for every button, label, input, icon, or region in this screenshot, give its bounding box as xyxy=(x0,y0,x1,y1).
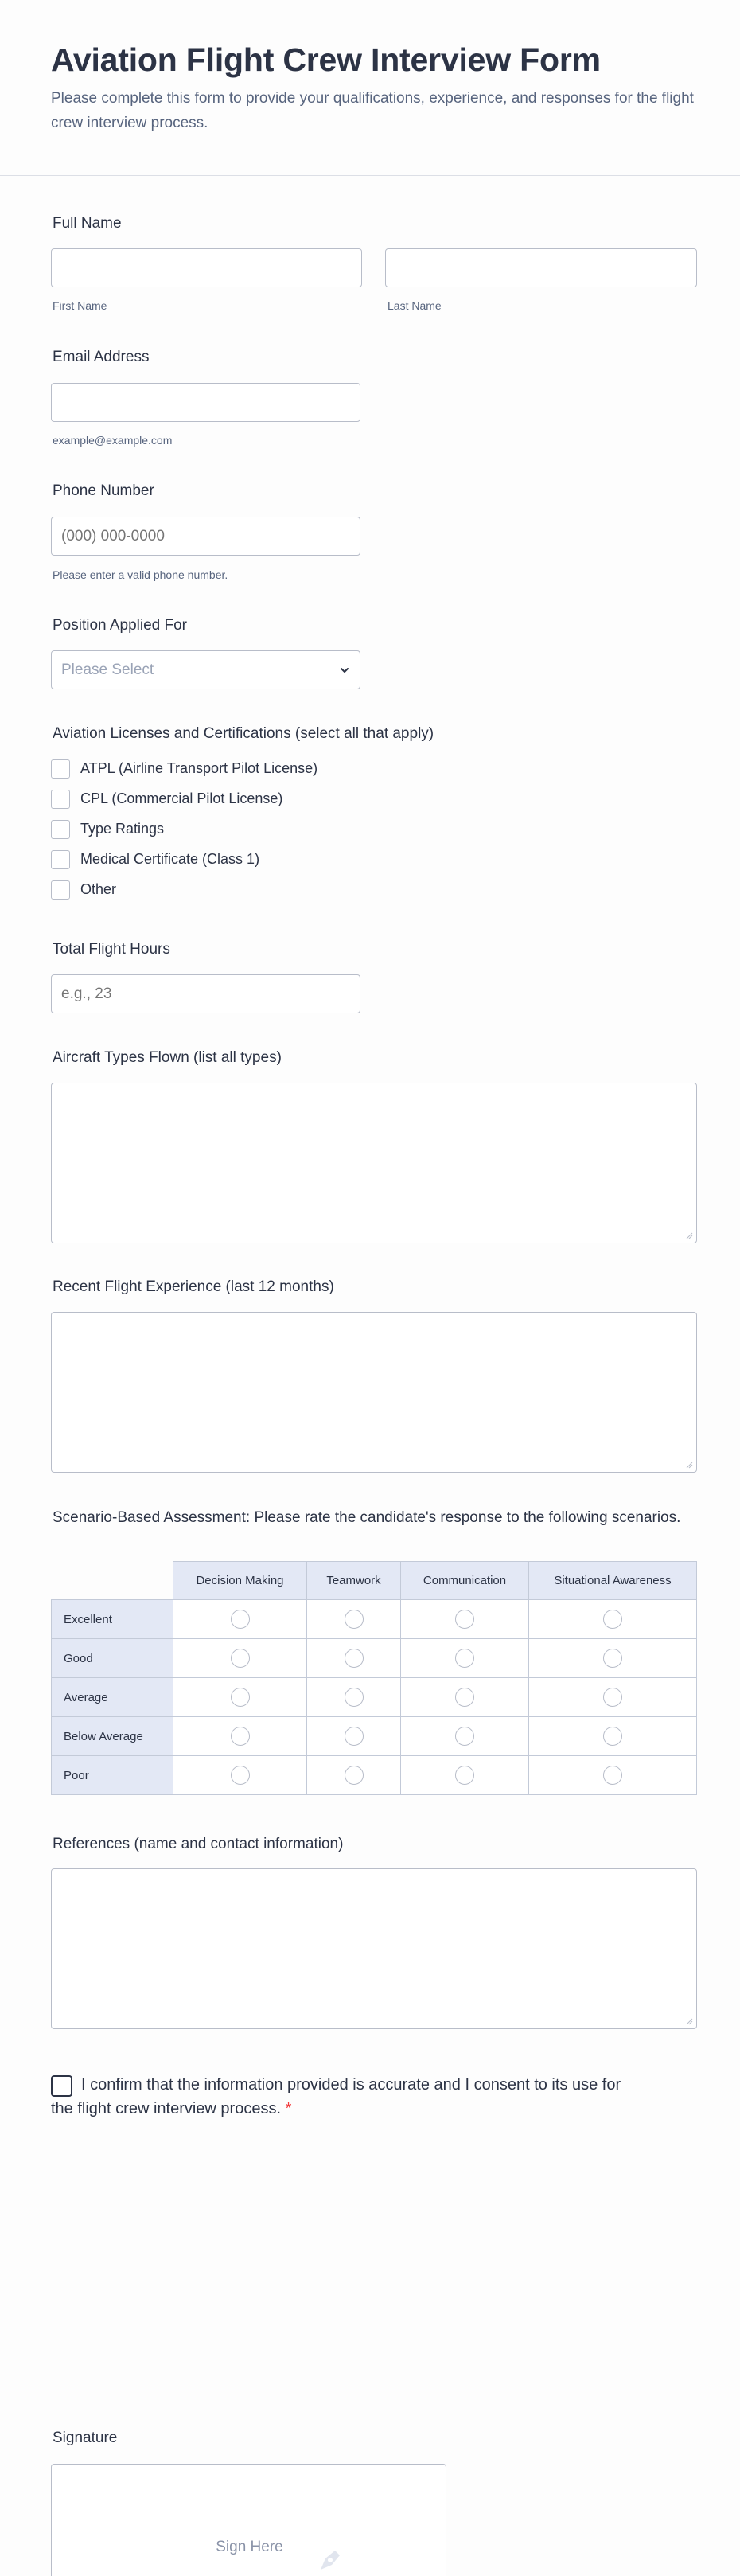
matrix-radio[interactable] xyxy=(231,1766,250,1785)
matrix-row xyxy=(52,1717,697,1756)
matrix-row xyxy=(52,1756,697,1795)
license-option-label: CPL (Commercial Pilot License) xyxy=(80,790,283,806)
matrix-radio[interactable] xyxy=(345,1766,364,1785)
recent-experience-textarea[interactable] xyxy=(51,1312,697,1473)
matrix-row xyxy=(52,1639,697,1678)
matrix-row-header: Excellent xyxy=(52,1600,173,1639)
required-asterisk: * xyxy=(285,2100,292,2117)
license-checkbox-type-ratings[interactable] xyxy=(51,820,70,839)
matrix-radio[interactable] xyxy=(231,1727,250,1746)
license-option-label: ATPL (Airline Transport Pilot License) xyxy=(80,760,318,776)
matrix-row-header: Poor xyxy=(52,1756,173,1795)
email-label: Email Address xyxy=(53,349,150,365)
references-label: References (name and contact information) xyxy=(53,1836,344,1852)
matrix-row-header: Good xyxy=(52,1639,173,1678)
license-option-label: Type Ratings xyxy=(80,821,165,837)
matrix-radio[interactable] xyxy=(345,1649,364,1668)
matrix-radio[interactable] xyxy=(231,1610,250,1629)
signature-label: Signature xyxy=(53,2430,118,2446)
matrix-radio[interactable] xyxy=(603,1766,622,1785)
signature-placeholder: Sign Here xyxy=(216,2539,283,2555)
assessment-matrix xyxy=(51,1561,697,1795)
assessment-label: Scenario-Based Assessment: Please rate the candidate's response to the following scenarios. xyxy=(53,1509,681,1526)
phone-input[interactable] xyxy=(51,517,360,556)
first-name-input[interactable] xyxy=(51,248,362,287)
matrix-radio[interactable] xyxy=(231,1688,250,1707)
matrix-column-header: Decision Making xyxy=(173,1562,307,1600)
position-selected-value: Please Select xyxy=(61,662,154,678)
matrix-radio[interactable] xyxy=(603,1727,622,1746)
matrix-radio[interactable] xyxy=(455,1766,474,1785)
matrix-radio[interactable] xyxy=(455,1727,474,1746)
matrix-radio[interactable] xyxy=(455,1610,474,1629)
flight-hours-label: Total Flight Hours xyxy=(53,941,170,958)
consent-label: I confirm that the information provided is accurate and I consent to its use for the flight crew interview process. xyxy=(51,2076,621,2117)
recent-experience-label: Recent Flight Experience (last 12 months) xyxy=(53,1278,334,1295)
aircraft-types-label: Aircraft Types Flown (list all types) xyxy=(53,1049,282,1066)
license-checkbox-cpl[interactable] xyxy=(51,790,70,809)
matrix-radio[interactable] xyxy=(345,1727,364,1746)
consent-checkbox[interactable] xyxy=(51,2075,72,2097)
form-title: Aviation Flight Crew Interview Form xyxy=(51,41,601,78)
form-description: Please complete this form to provide your qualifications, experience, and responses for the flight crew interview process. xyxy=(51,90,694,131)
license-checkbox-atpl[interactable] xyxy=(51,759,70,779)
license-checkbox-medical[interactable] xyxy=(51,850,70,869)
first-name-sublabel: First Name xyxy=(53,299,107,312)
consent-text xyxy=(51,2073,624,2121)
matrix-radio[interactable] xyxy=(345,1610,364,1629)
matrix-column-header: Communication xyxy=(401,1562,529,1600)
license-option-label: Medical Certificate (Class 1) xyxy=(80,851,260,867)
resize-grip-icon[interactable] xyxy=(685,2017,693,2025)
matrix-column-header: Situational Awareness xyxy=(529,1562,697,1600)
form-header xyxy=(0,0,740,176)
chevron-down-icon xyxy=(339,665,350,676)
licenses-label: Aviation Licenses and Certifications (select all that apply) xyxy=(53,725,434,742)
pen-icon xyxy=(314,2544,346,2576)
signature-scribble-icon xyxy=(155,2560,330,2576)
matrix-row xyxy=(52,1678,697,1717)
last-name-sublabel: Last Name xyxy=(388,299,442,312)
phone-label: Phone Number xyxy=(53,482,154,499)
matrix-radio[interactable] xyxy=(455,1688,474,1707)
aircraft-types-textarea[interactable] xyxy=(51,1083,697,1243)
position-select[interactable] xyxy=(51,650,360,689)
email-input[interactable] xyxy=(51,383,360,422)
full-name-label: Full Name xyxy=(53,215,122,232)
matrix-row xyxy=(52,1600,697,1639)
matrix-corner xyxy=(52,1562,173,1600)
phone-sublabel: Please enter a valid phone number. xyxy=(53,568,228,581)
signature-pad[interactable] xyxy=(51,2464,446,2576)
last-name-input[interactable] xyxy=(385,248,697,287)
matrix-radio[interactable] xyxy=(603,1649,622,1668)
matrix-radio[interactable] xyxy=(345,1688,364,1707)
flight-hours-input[interactable] xyxy=(51,974,360,1013)
resize-grip-icon[interactable] xyxy=(685,1231,693,1239)
license-option-label: Other xyxy=(80,881,117,897)
matrix-row-header: Below Average xyxy=(52,1717,173,1756)
position-label: Position Applied For xyxy=(53,617,187,634)
matrix-radio[interactable] xyxy=(603,1610,622,1629)
email-sublabel: example@example.com xyxy=(53,434,173,447)
matrix-radio[interactable] xyxy=(231,1649,250,1668)
matrix-radio[interactable] xyxy=(603,1688,622,1707)
resize-grip-icon[interactable] xyxy=(685,1461,693,1469)
matrix-row-header: Average xyxy=(52,1678,173,1717)
license-checkbox-other[interactable] xyxy=(51,880,70,900)
matrix-column-header: Teamwork xyxy=(307,1562,401,1600)
matrix-radio[interactable] xyxy=(455,1649,474,1668)
references-textarea[interactable] xyxy=(51,1868,697,2029)
